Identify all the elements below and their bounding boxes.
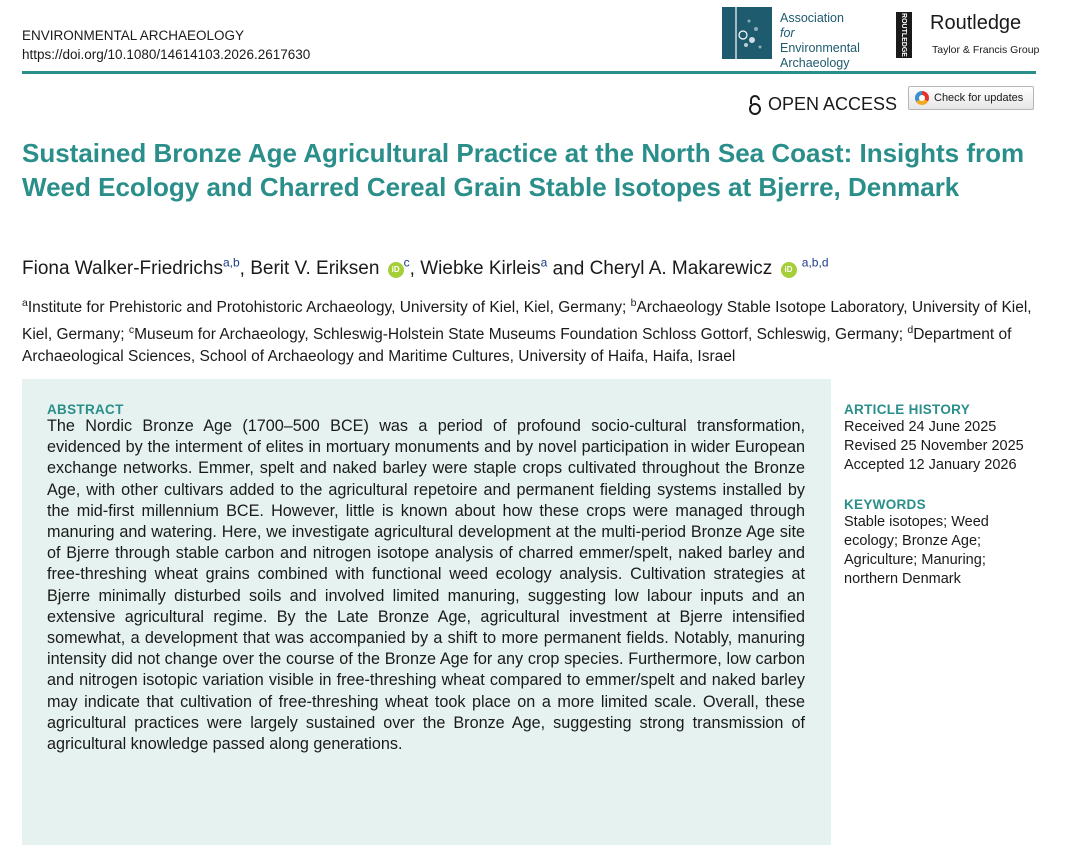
- keyword-line: Stable isotopes; Weed: [844, 514, 989, 530]
- history-line: Accepted 12 January 2026: [844, 457, 1017, 473]
- author: [22, 258, 240, 279]
- keywords: [844, 496, 1044, 589]
- aea-name: [780, 11, 860, 71]
- doi-link[interactable]: https://doi.org/10.1080/14614103.2026.2617630: [22, 47, 311, 62]
- article-title: Sustained Bronze Age Agricultural Practice at the North Sea Coast: Insights from Weed Ecology and Charred Cereal Grain Stable Isotopes at Bjerre, Denmark: [22, 138, 1025, 202]
- open-access-badge: [748, 94, 897, 115]
- affil-text: Institute for Prehistoric and Protohistoric Archaeology, University of Kiel, Kiel, Germany;: [27, 299, 631, 317]
- keyword-line: Agriculture; Manuring;: [844, 552, 986, 568]
- open-access-label: OPEN ACCESS: [768, 94, 898, 114]
- affiliations: [22, 292, 1036, 368]
- abstract-text: The Nordic Bronze Age (1700–500 BCE) was a period of profound socio-cultural transformation, evidenced by the interment of elites in mortuary monuments and by novel participation in wider European exchange networks. Emmer, spelt and naked barley were staple crops cultivated throughout the Bronze Age, with other cultivars added to the agricultural repetoire and permanent fielding systems installed by the mid-first millennium BCE. However, little is known about how these crops were managed through manuring and watering. Here, we investigate agricultural development at the multi-period Bronze Age site of Bjerre through stable carbon and nitrogen isotope analysis of charred emmer/spelt, naked barley and free-threshing wheat grains combined with functional weed ecology analysis. Cultivation strategies at Bjerre minimally disturbed soils and involved limited manuring, suggesting low labour inputs and an extensive agricultural regime. By the Late Bronze Age, agricultural investment at Bjerre intensified somewhat, a development that was accompanied by a shift to more permanent fields. Notably, manuring intensity did not change over the course of the Bronze Age for any crop species. Furthermore, low carbon and nitrogen isotopic variation visible in free-threshing wheat compared to emmer/spelt and naked barley may indicate that cultivation of free-threshing wheat took place on a more limited scale. Overall, these agricultural practices were largely sustained over the Bronze Age, suggesting strong transmission of agricultural knowledge passed along generations.: [47, 417, 805, 754]
- header-rule: [22, 71, 1036, 74]
- aea-logo: [722, 7, 772, 59]
- author-name: Wiebke Kirleis: [420, 258, 541, 280]
- keyword-line: northern Denmark: [844, 571, 961, 587]
- keywords-heading: KEYWORDS: [844, 497, 926, 512]
- journal-header: [22, 26, 310, 64]
- author-sup: a,b,d: [801, 256, 829, 270]
- author-sup: a: [540, 256, 548, 270]
- check-updates-label: Check for updates: [934, 92, 1024, 104]
- author-name: Berit V. Eriksen: [250, 258, 380, 280]
- aea-line1: Association: [780, 11, 844, 25]
- aea-line3: Archaeology: [780, 56, 850, 70]
- crossmark-icon: [915, 91, 929, 105]
- author-name: Cheryl A. Makarewicz: [589, 258, 773, 280]
- journal-name: ENVIRONMENTAL ARCHAEOLOGY: [22, 28, 245, 43]
- aea-line2: Environmental: [780, 41, 860, 55]
- author-separator: ,: [239, 258, 251, 280]
- history-line: Received 24 June 2025: [844, 419, 997, 435]
- aea-logo-graphic: [722, 7, 772, 59]
- author-name: Fiona Walker-Friedrichs: [22, 258, 223, 280]
- affil-text: Museum for Archaeology, Schleswig-Holstein State Museums Foundation Schloss Gottorf, Schleswig, Germany;: [134, 326, 908, 344]
- author-sup: a,b: [222, 256, 240, 270]
- affil-text: Department of Archaeological Sciences, School of Archaeology and Maritime Cultures, University of Haifa, Haifa, Israel: [22, 326, 1012, 366]
- publisher-name: Routledge: [930, 12, 1022, 34]
- affil-sup: a: [22, 297, 28, 309]
- routledge-vertical-logo: [896, 12, 912, 58]
- abstract-heading: ABSTRACT: [47, 402, 124, 417]
- author: [250, 258, 409, 279]
- author-separator: and: [547, 258, 590, 280]
- keyword-line: ecology; Bronze Age;: [844, 533, 982, 549]
- aea-line1-em: for: [780, 26, 795, 40]
- open-lock-icon: [748, 95, 762, 115]
- affil-sup: b: [630, 297, 637, 309]
- author-list: [22, 250, 829, 282]
- affil-sup: d: [907, 324, 914, 337]
- author-sup: c: [403, 256, 410, 270]
- routledge-vertical-text: ROUTLEDGE: [900, 13, 908, 57]
- article-history: [844, 401, 1044, 475]
- orcid-icon[interactable]: iD: [388, 262, 404, 278]
- affil-sup: c: [128, 324, 135, 337]
- author: [590, 258, 829, 279]
- article-history-heading: ARTICLE HISTORY: [844, 402, 971, 417]
- publisher-group: Taylor & Francis Group: [932, 44, 1040, 56]
- history-line: Revised 25 November 2025: [844, 438, 1024, 454]
- check-updates-button[interactable]: [908, 86, 1034, 110]
- author-separator: ,: [409, 258, 421, 280]
- orcid-icon[interactable]: iD: [781, 262, 797, 278]
- author: [420, 258, 547, 279]
- affil-text: Archaeology Stable Isotope Laboratory, University of Kiel, Kiel, Germany;: [22, 299, 1032, 344]
